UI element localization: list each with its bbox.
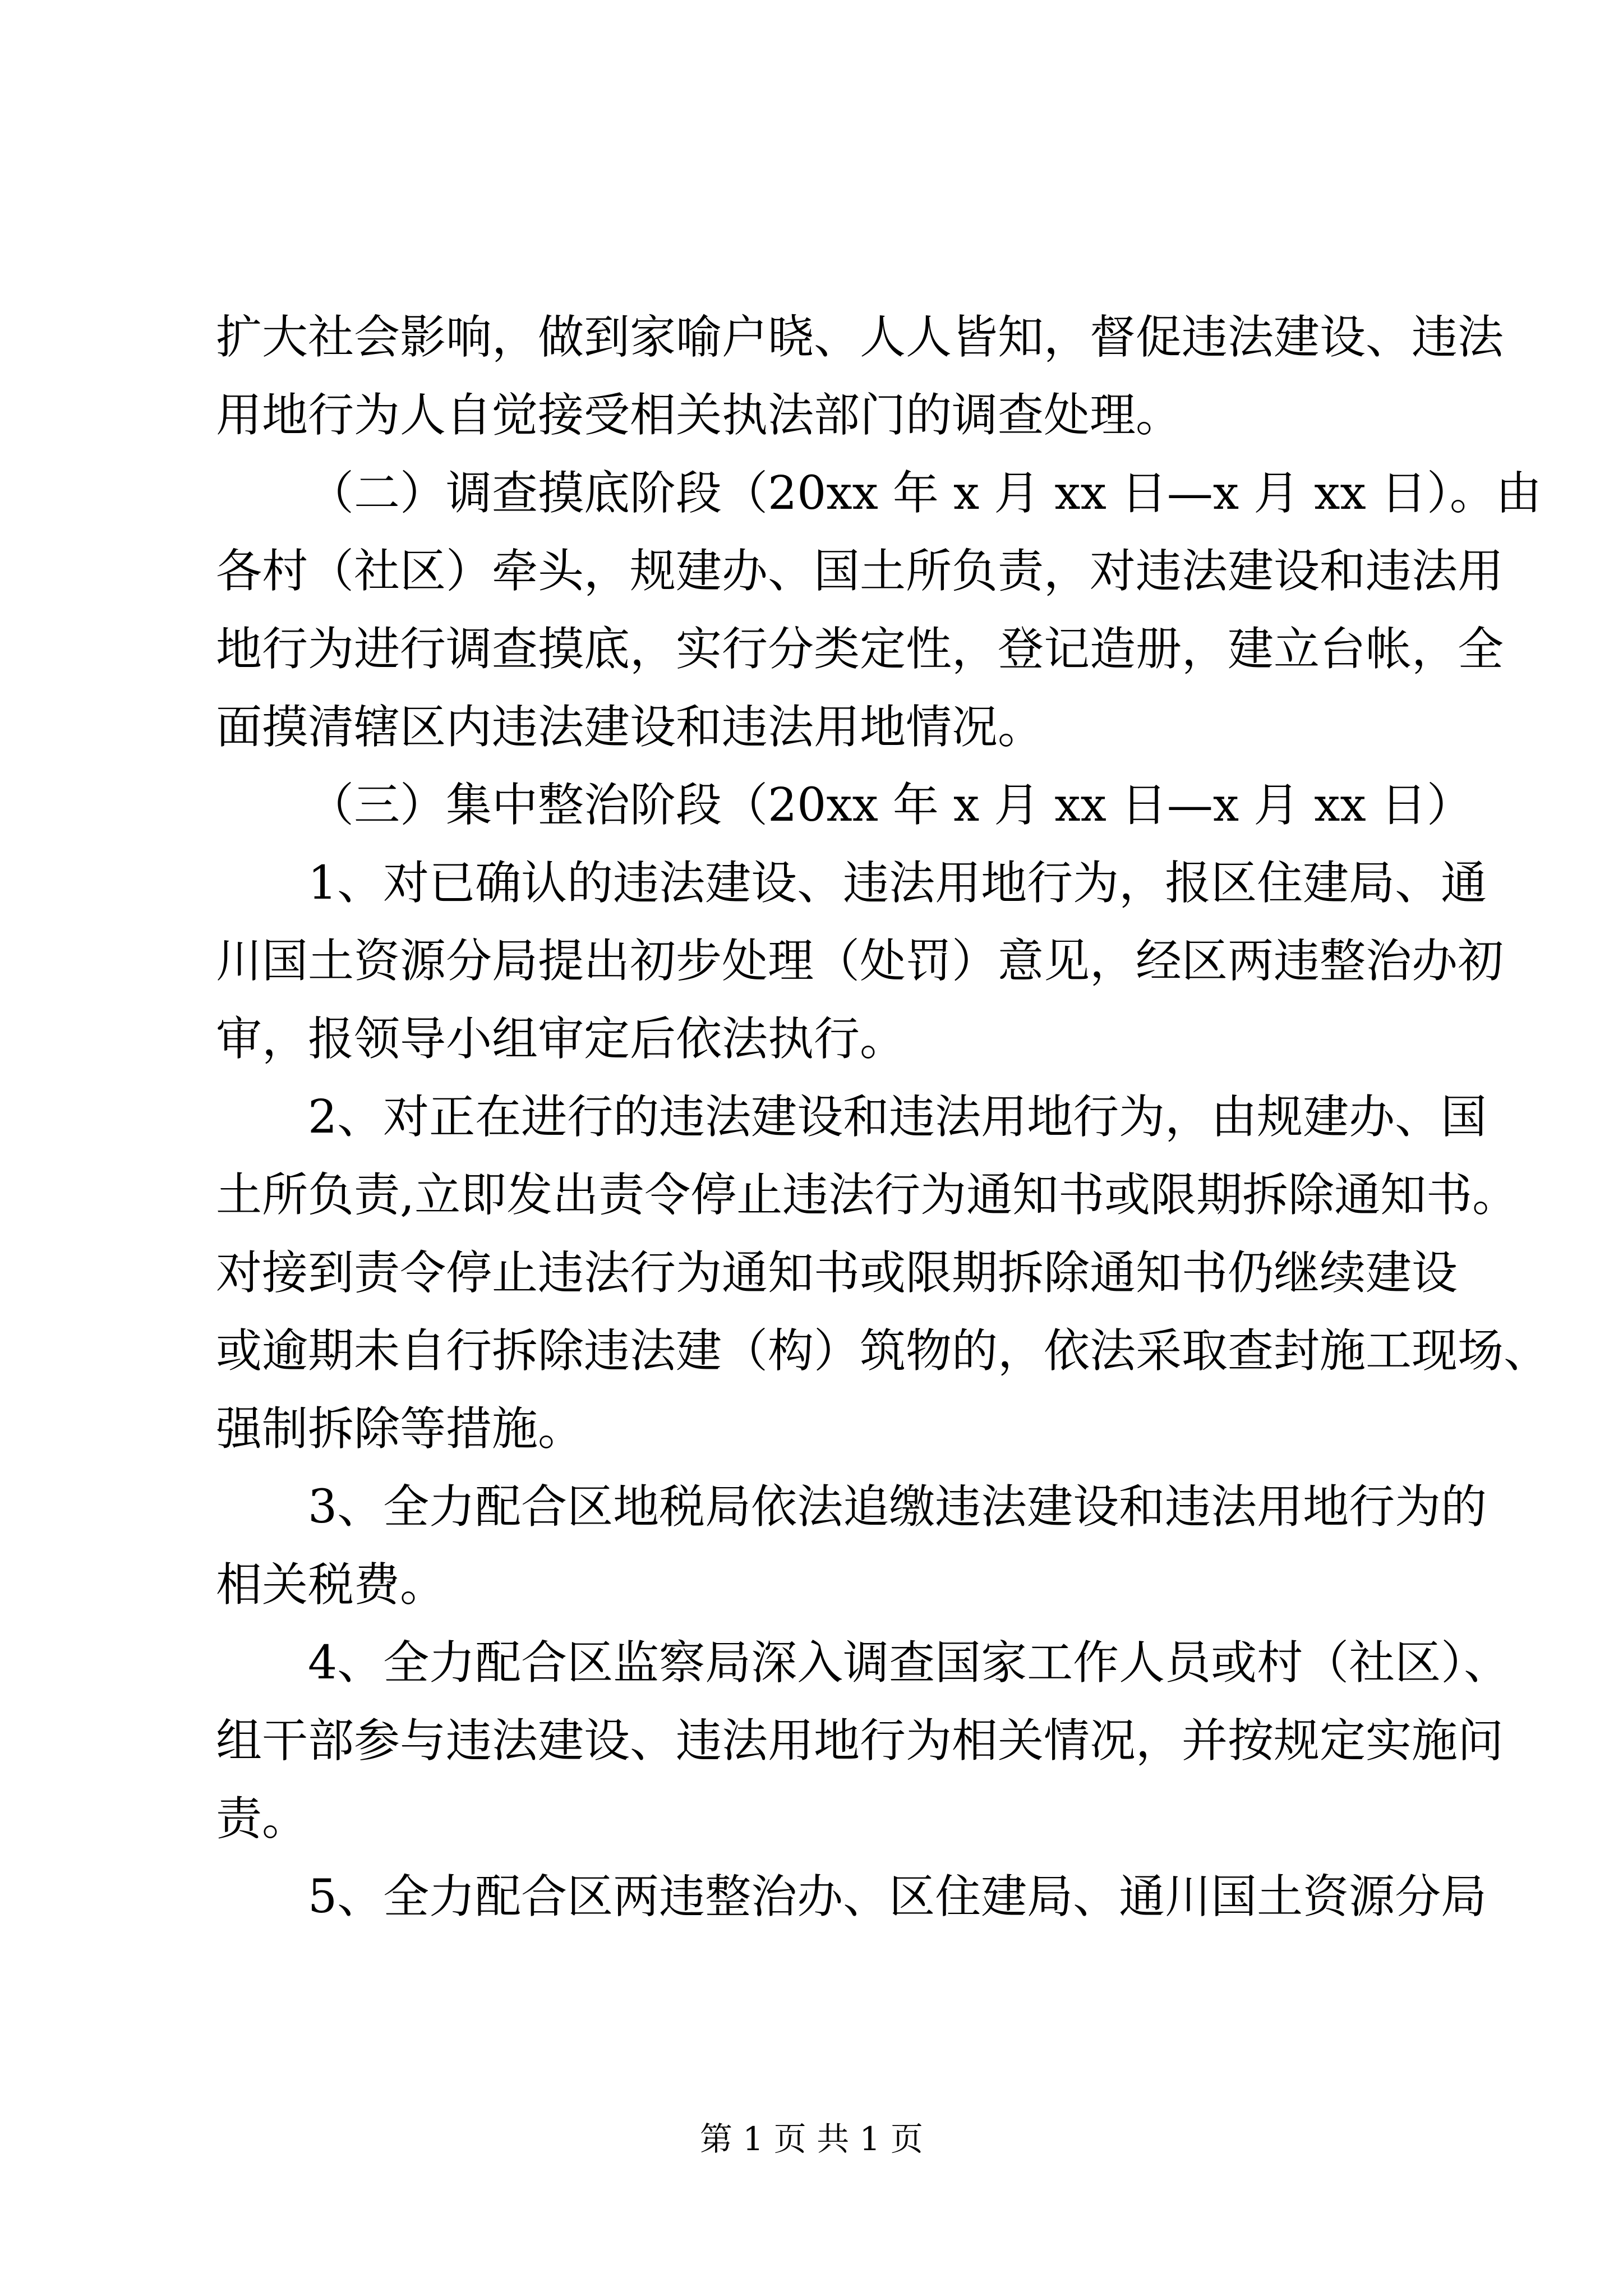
text-line: 责。 xyxy=(216,1792,308,1846)
list-item-4: 4、全力配合区监察局深入调查国家工作人员或村（社区）、 xyxy=(308,1636,1510,1690)
text-line: 各村（社区）牵头，规建办、国土所负责，对违法建设和违法用 xyxy=(216,545,1504,598)
list-item-1: 1、对已确认的违法建设、违法用地行为，报区住建局、通 xyxy=(308,857,1487,910)
page-footer: 第 1 页 共 1 页 xyxy=(700,2120,923,2158)
text-line: 对接到责令停止违法行为通知书或限期拆除通知书仍继续建设 xyxy=(216,1246,1458,1300)
text-line: 强制拆除等措施。 xyxy=(216,1402,584,1456)
list-item-2: 2、对正在进行的违法建设和违法用地行为，由规建办、国 xyxy=(308,1091,1487,1144)
text-line: 审，报领导小组审定后依法执行。 xyxy=(216,1013,906,1066)
text-line: 相关税费。 xyxy=(216,1558,446,1612)
text-line: 川国土资源分局提出初步处理（处罚）意见，经区两违整治办初 xyxy=(216,935,1504,988)
text-line: 扩大社会影响，做到家喻户晓、人人皆知，督促违法建设、违法 xyxy=(216,311,1504,364)
section-heading-3: （三）集中整治阶段（20xx 年 x 月 xx 日—x 月 xx 日） xyxy=(308,779,1473,832)
text-line: 组干部参与违法建设、违法用地行为相关情况，并按规定实施问 xyxy=(216,1714,1504,1768)
text-line: 地行为进行调查摸底，实行分类定性，登记造册，建立台帐，全 xyxy=(216,623,1504,676)
text-line: 用地行为人自觉接受相关执法部门的调查处理。 xyxy=(216,389,1182,442)
list-item-5: 5、全力配合区两违整治办、区住建局、通川国土资源分局 xyxy=(308,1870,1487,1924)
section-heading-2: （二）调查摸底阶段（20xx 年 x 月 xx 日—x 月 xx 日）。由 xyxy=(308,467,1542,520)
text-line: 或逾期未自行拆除违法建（构）筑物的，依法采取查封施工现场、 xyxy=(216,1324,1550,1378)
text-line: 面摸清辖区内违法建设和违法用地情况。 xyxy=(216,701,1044,754)
text-line: 土所负责,立即发出责令停止违法行为通知书或限期拆除通知书。 xyxy=(216,1168,1519,1222)
list-item-3: 3、全力配合区地税局依法追缴违法建设和违法用地行为的 xyxy=(308,1480,1487,1534)
